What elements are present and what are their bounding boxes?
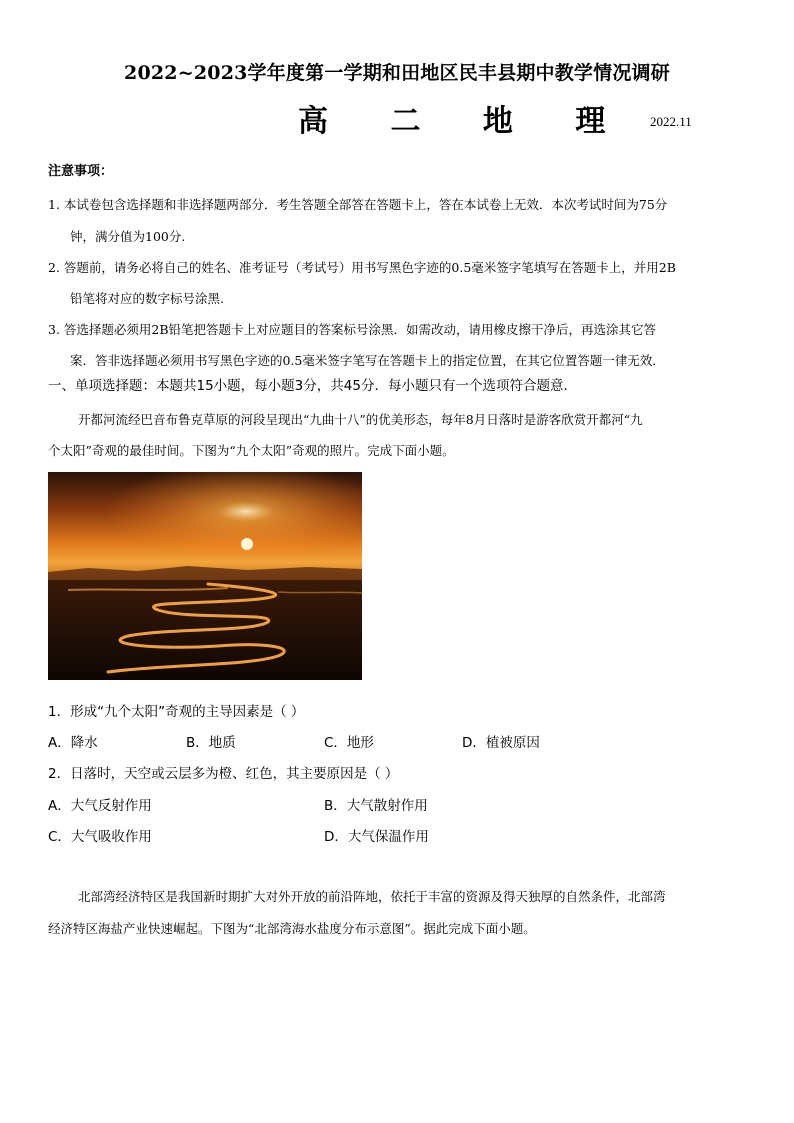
notice-line: 3. 答选择题必须用2B铅笔把答题卡上对应题目的答案标号涂黑．如需改动，请用橡皮擦干净后，再选涂其它答 [48, 322, 657, 337]
question-1-option-c[interactable]: C．地形 [324, 735, 374, 751]
question-2-option-b[interactable]: B．大气散射作用 [324, 798, 428, 814]
notice-line: 1. 本试卷包含选择题和非选择题两部分．考生答题全部答在答题卡上，答在本试卷上无效．本次考试时间为75分 [48, 197, 668, 212]
nine-suns-photo [48, 472, 362, 680]
intro-paragraph-line: 个太阳”奇观的最佳时间。下图为“九个太阳”奇观的照片。完成下面小题。 [48, 443, 455, 458]
question-1-stem: 1．形成“九个太阳”奇观的主导因素是（ ） [48, 704, 305, 720]
question-2-option-c[interactable]: C．大气吸收作用 [48, 829, 152, 845]
notice-line: 案．答非选择题必须用书写黑色字迹的0.5毫米签字笔写在答题卡上的指定位置，在其它位置答题一律无效． [70, 353, 665, 368]
notice-line: 钟，满分值为100分. [70, 229, 186, 244]
exam-header-title: 2022~2023学年度第一学期和田地区民丰县期中教学情况调研 [124, 62, 670, 84]
exam-date: 2022.11 [650, 114, 692, 129]
section-title: 一、单项选择题：本题共15小题，每小题3分，共45分．每小题只有一个选项符合题意． [48, 378, 577, 394]
question-2-option-d[interactable]: D．大气保温作用 [324, 829, 429, 845]
intro-paragraph-line: 经济特区海盐产业快速崛起。下图为“北部湾海水盐度分布示意图”。据此完成下面小题。 [48, 921, 536, 936]
notice-line: 2. 答题前，请务必将自己的姓名、准考证号（考试号）用书写黑色字迹的0.5毫米签字笔填写在答题卡上，并用2B [48, 260, 676, 275]
intro-paragraph-line: 开都河流经巴音布鲁克草原的河段呈现出“九曲十八”的优美形态，每年8月日落时是游客欣赏开都河“九 [78, 412, 643, 427]
question-1-option-a[interactable]: A．降水 [48, 735, 98, 751]
question-1-option-b[interactable]: B．地质 [186, 735, 236, 751]
question-2-option-a[interactable]: A．大气反射作用 [48, 798, 152, 814]
notice-title: 注意事项： [48, 164, 114, 179]
question-1-option-d[interactable]: D．植被原因 [462, 735, 540, 751]
question-2-stem: 2．日落时，天空或云层多为橙、红色，其主要原因是（ ） [48, 766, 399, 782]
notice-line: 铅笔将对应的数字标号涂黑. [70, 291, 224, 306]
subject-title: 高 二 地 理 [298, 104, 632, 139]
intro-paragraph-line: 北部湾经济特区是我国新时期扩大对外开放的前沿阵地，依托于丰富的资源及得天独厚的自然条件，北部湾 [78, 889, 666, 904]
